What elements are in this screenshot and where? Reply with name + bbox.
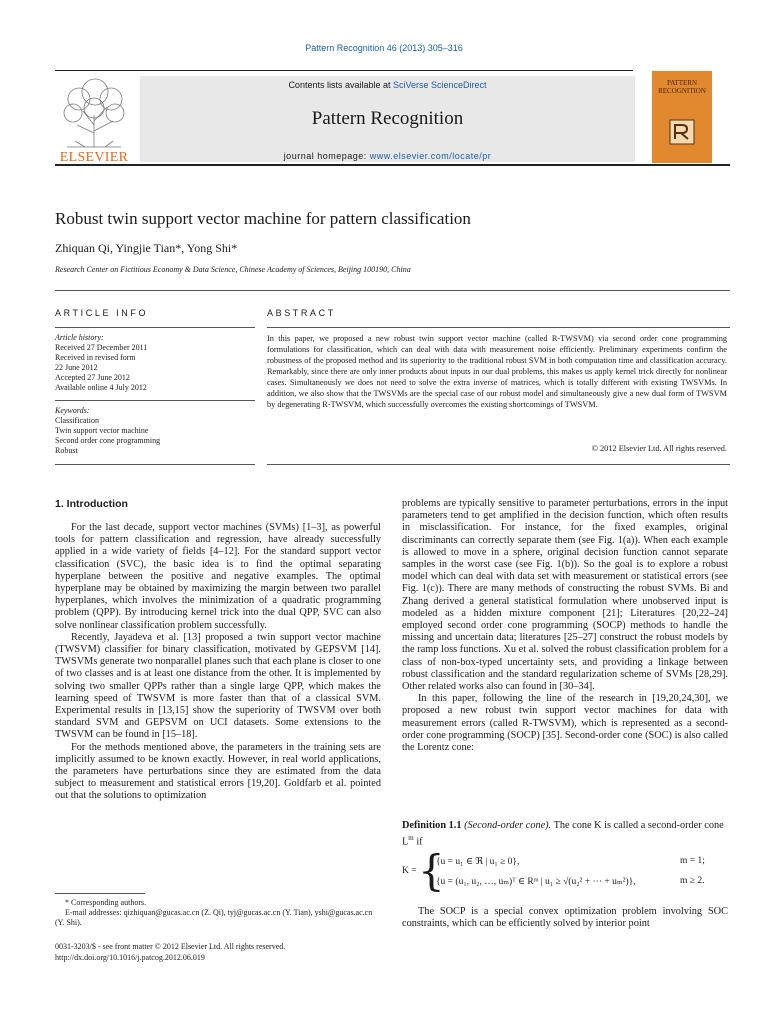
definition-sup: m [408, 834, 414, 843]
authors: Zhiquan Qi, Yingjie Tian*, Yong Shi* [55, 241, 238, 255]
abstract-rule [267, 327, 730, 328]
cover-title: PATTERN RECOGNITION [658, 79, 706, 95]
article-info-heading: ARTICLE INFO [55, 308, 149, 318]
contents-line [140, 80, 635, 90]
contents-prefix: Contents lists available at [288, 80, 393, 90]
issn-line: 0031-3203/$ - see front matter © 2012 Elsevier Ltd. All rights reserved. [55, 942, 286, 951]
keywords-label: Keywords: [55, 406, 90, 415]
corresponding-note: * Corresponding authors. [65, 898, 147, 907]
abstract-rule [267, 464, 730, 465]
abstract-text: In this paper, we proposed a new robust twin support vector machine (called R-TWSVM) via second order cone programming formulations for classification, which can deal with data with measurement noise efficiently. Preliminary experiments confirm the robustness of the proposed method and its superiority to the traditional robust SVM in both computation time and classification accuracy. Remarkably, since there are only inner products about inputs in our dual problems, this makes us apply kernel trick directly for nonlinear cases. Simultaneously we does not need to solve the extra inverse of matrices, which is totally different with existing TWSVMs. In addition, we also show that the TWSVMs are the special case of our robust model and simultaneously give a new dual form of TWSVM by degenerating R-TWSVM, which successfully overcomes the existing shortcomings of TWSVM. [267, 334, 727, 409]
body-right-column [402, 498, 728, 754]
keyword-item: Classification [55, 416, 99, 425]
equation-case-2: {u = (u₁, u₂, …, uₘ)ᵀ ∈ Rᵐ | u₁ ≥ √(u₂² + ⋯ + uₘ²)}, [436, 877, 636, 887]
history-item: Accepted 27 June 2012 [55, 373, 130, 382]
journal-reference[interactable]: Pattern Recognition 46 (2013) 305–316 [305, 43, 463, 53]
footnote [55, 898, 381, 928]
equation-condition-1: m = 1; [680, 856, 705, 866]
sciencedirect-link[interactable]: SciVerse ScienceDirect [393, 80, 487, 90]
history-label: Article history: [55, 333, 104, 342]
cover-emblem-icon [669, 119, 695, 145]
affiliation: Research Center on Fictitious Economy & Data Science, Chinese Academy of Sciences, Beijing 100190, China [55, 265, 411, 274]
paragraph: For the methods mentioned above, the parameters in the training sets are implicitly assumed to be known exactly. However, in real world applications, the parameters have perturbations since they are estimated from the data subject to measurement and statistical errors [19,20]. Goldfarb et al. pointed out that the solutions to optimization [55, 741, 381, 802]
homepage-prefix: journal homepage: [283, 151, 370, 161]
equation-second-order-cone [402, 846, 728, 896]
title-rule [55, 290, 730, 291]
homepage-line [140, 151, 635, 161]
paragraph: problems are typically sensitive to parameter perturbations, errors in the input parameters tend to get amplified in the decision function, which often results in misclassification. For instance, for the fixed examples, original discriminants can correctly separate them (see Fig. 1(a)). When each example is allowed to move in a sphere, original decision function cannot separate samples in the worst case (see Fig. 1(b)). So the goal is to explore a robust model which can deal with data set with measurement or statistical errors (see Fig. 1(c)). There are many methods of constructing the robust SVMs. Bi and Zhang derived a general statistical formulation where unobserved input is modeled as a hidden mixture component [21]; Literatures [20,22–24] employed second order cone programming (SOCP) methods to handle the missing and uncertain data; literatures [25–27] construct the robust models by the ramp loss functions. Xu et al. solved the robust classification problem for a class of non-box-typed uncertainty sets, and providing a linkage between robust classification and the standard regularization scheme of SVMs [28,29]. Other related works also can found in [30–34]. [402, 498, 728, 693]
header-rule-top [55, 70, 633, 71]
keyword-item: Robust [55, 446, 78, 455]
header-rule-bottom [55, 164, 730, 166]
copyright: © 2012 Elsevier Ltd. All rights reserved. [591, 444, 727, 453]
paragraph: The SOCP is a special convex optimization problem involving SOC constraints, which can be efficiently solved by interior point [402, 906, 728, 930]
journal-cover-thumbnail[interactable] [652, 71, 712, 163]
paper-title: Robust twin support vector machine for pattern classification [55, 209, 471, 228]
body-left-column [55, 522, 381, 803]
article-history [55, 333, 255, 393]
definition-label: Definition 1.1 [402, 820, 462, 831]
homepage-link[interactable]: www.elsevier.com/locate/pr [369, 151, 492, 161]
journal-title: Pattern Recognition [311, 108, 464, 129]
page-footer [55, 941, 381, 963]
article-info-rule [55, 464, 255, 465]
keyword-item: Second order cone programming [55, 436, 161, 445]
keywords [55, 406, 255, 456]
footnote-rule [55, 893, 145, 894]
equation-condition-2: m ≥ 2. [680, 876, 705, 886]
section-heading: 1. Introduction [55, 498, 128, 510]
equation-brace: { [418, 846, 445, 895]
email-addresses[interactable]: E-mail addresses: qizhiquan@gucas.ac.cn (Z. Qi), tyj@gucas.ac.cn (Y. Tian), yshi@gucas.ac.cn (Y. Shi). [55, 908, 373, 927]
equation-lhs: K = [402, 866, 417, 876]
history-item: 22 June 2012 [55, 363, 98, 372]
definition-end: if [413, 836, 423, 848]
article-info-rule [55, 400, 255, 401]
article-info-rule [55, 327, 255, 328]
elsevier-wordmark: ELSEVIER [59, 150, 129, 165]
definition-name: (Second-order cone). [464, 820, 552, 831]
definition-text: The cone K is called a second-order cone L [402, 820, 724, 848]
equation-case-1: {u = u₁ ∈ ℜ | u₁ ≥ 0}, [436, 857, 520, 867]
definition [402, 820, 728, 849]
history-item: Available online 4 July 2012 [55, 383, 147, 392]
paragraph: In this paper, following the line of the research in [19,20,24,30], we proposed a new robust twin support vector machines for data with measurement errors (called R-TWSVM), which is represented as a second-order cone programming (SOCP) [35]. Second-order cone (SOC) is also called the Lorentz cone: [402, 693, 728, 754]
paragraph: For the last decade, support vector machines (SVMs) [1–3], as powerful tools for pattern classification and regression, have already successfully applied in a wide variety of fields [4–12]. For the standard support vector classification (SVC), the basic idea is to find the optimal separating hyperplane between the positive and negative examples. The optimal hyperplane may be obtained by maximizing the margin between two parallel hyperplanes, which involves the minimization of a quadratic programming problem (QPP). By introducing kernel trick into the dual QPP, SVC can also solve nonlinear classification problem successfully. [55, 522, 381, 631]
paragraph: Recently, Jayadeva et al. [13] proposed a twin support vector machine (TWSVM) classifier for binary classification, motivated by GEPSVM [14]. TWSVMs generate two nonparallel planes such that each plane is closer to one of two classes and is at least one distance from the other. It is implemented by solving two smaller QPPs rather than a single large QPP, which makes the learning speed of TWSVM is more faster than that of a classical SVM. Experimental results in [13,15] show the superiority of TWSVM over both standard SVM and GEPSVM on UCI datasets. Some extensions to the TWSVM can be found in [15–18]. [55, 631, 381, 741]
history-item: Received in revised form [55, 353, 136, 362]
history-item: Received 27 December 2011 [55, 343, 148, 352]
doi-link[interactable]: http://dx.doi.org/10.1016/j.patcog.2012.06.019 [55, 953, 205, 962]
abstract-heading: ABSTRACT [267, 308, 336, 318]
keyword-item: Twin support vector machine [55, 426, 149, 435]
